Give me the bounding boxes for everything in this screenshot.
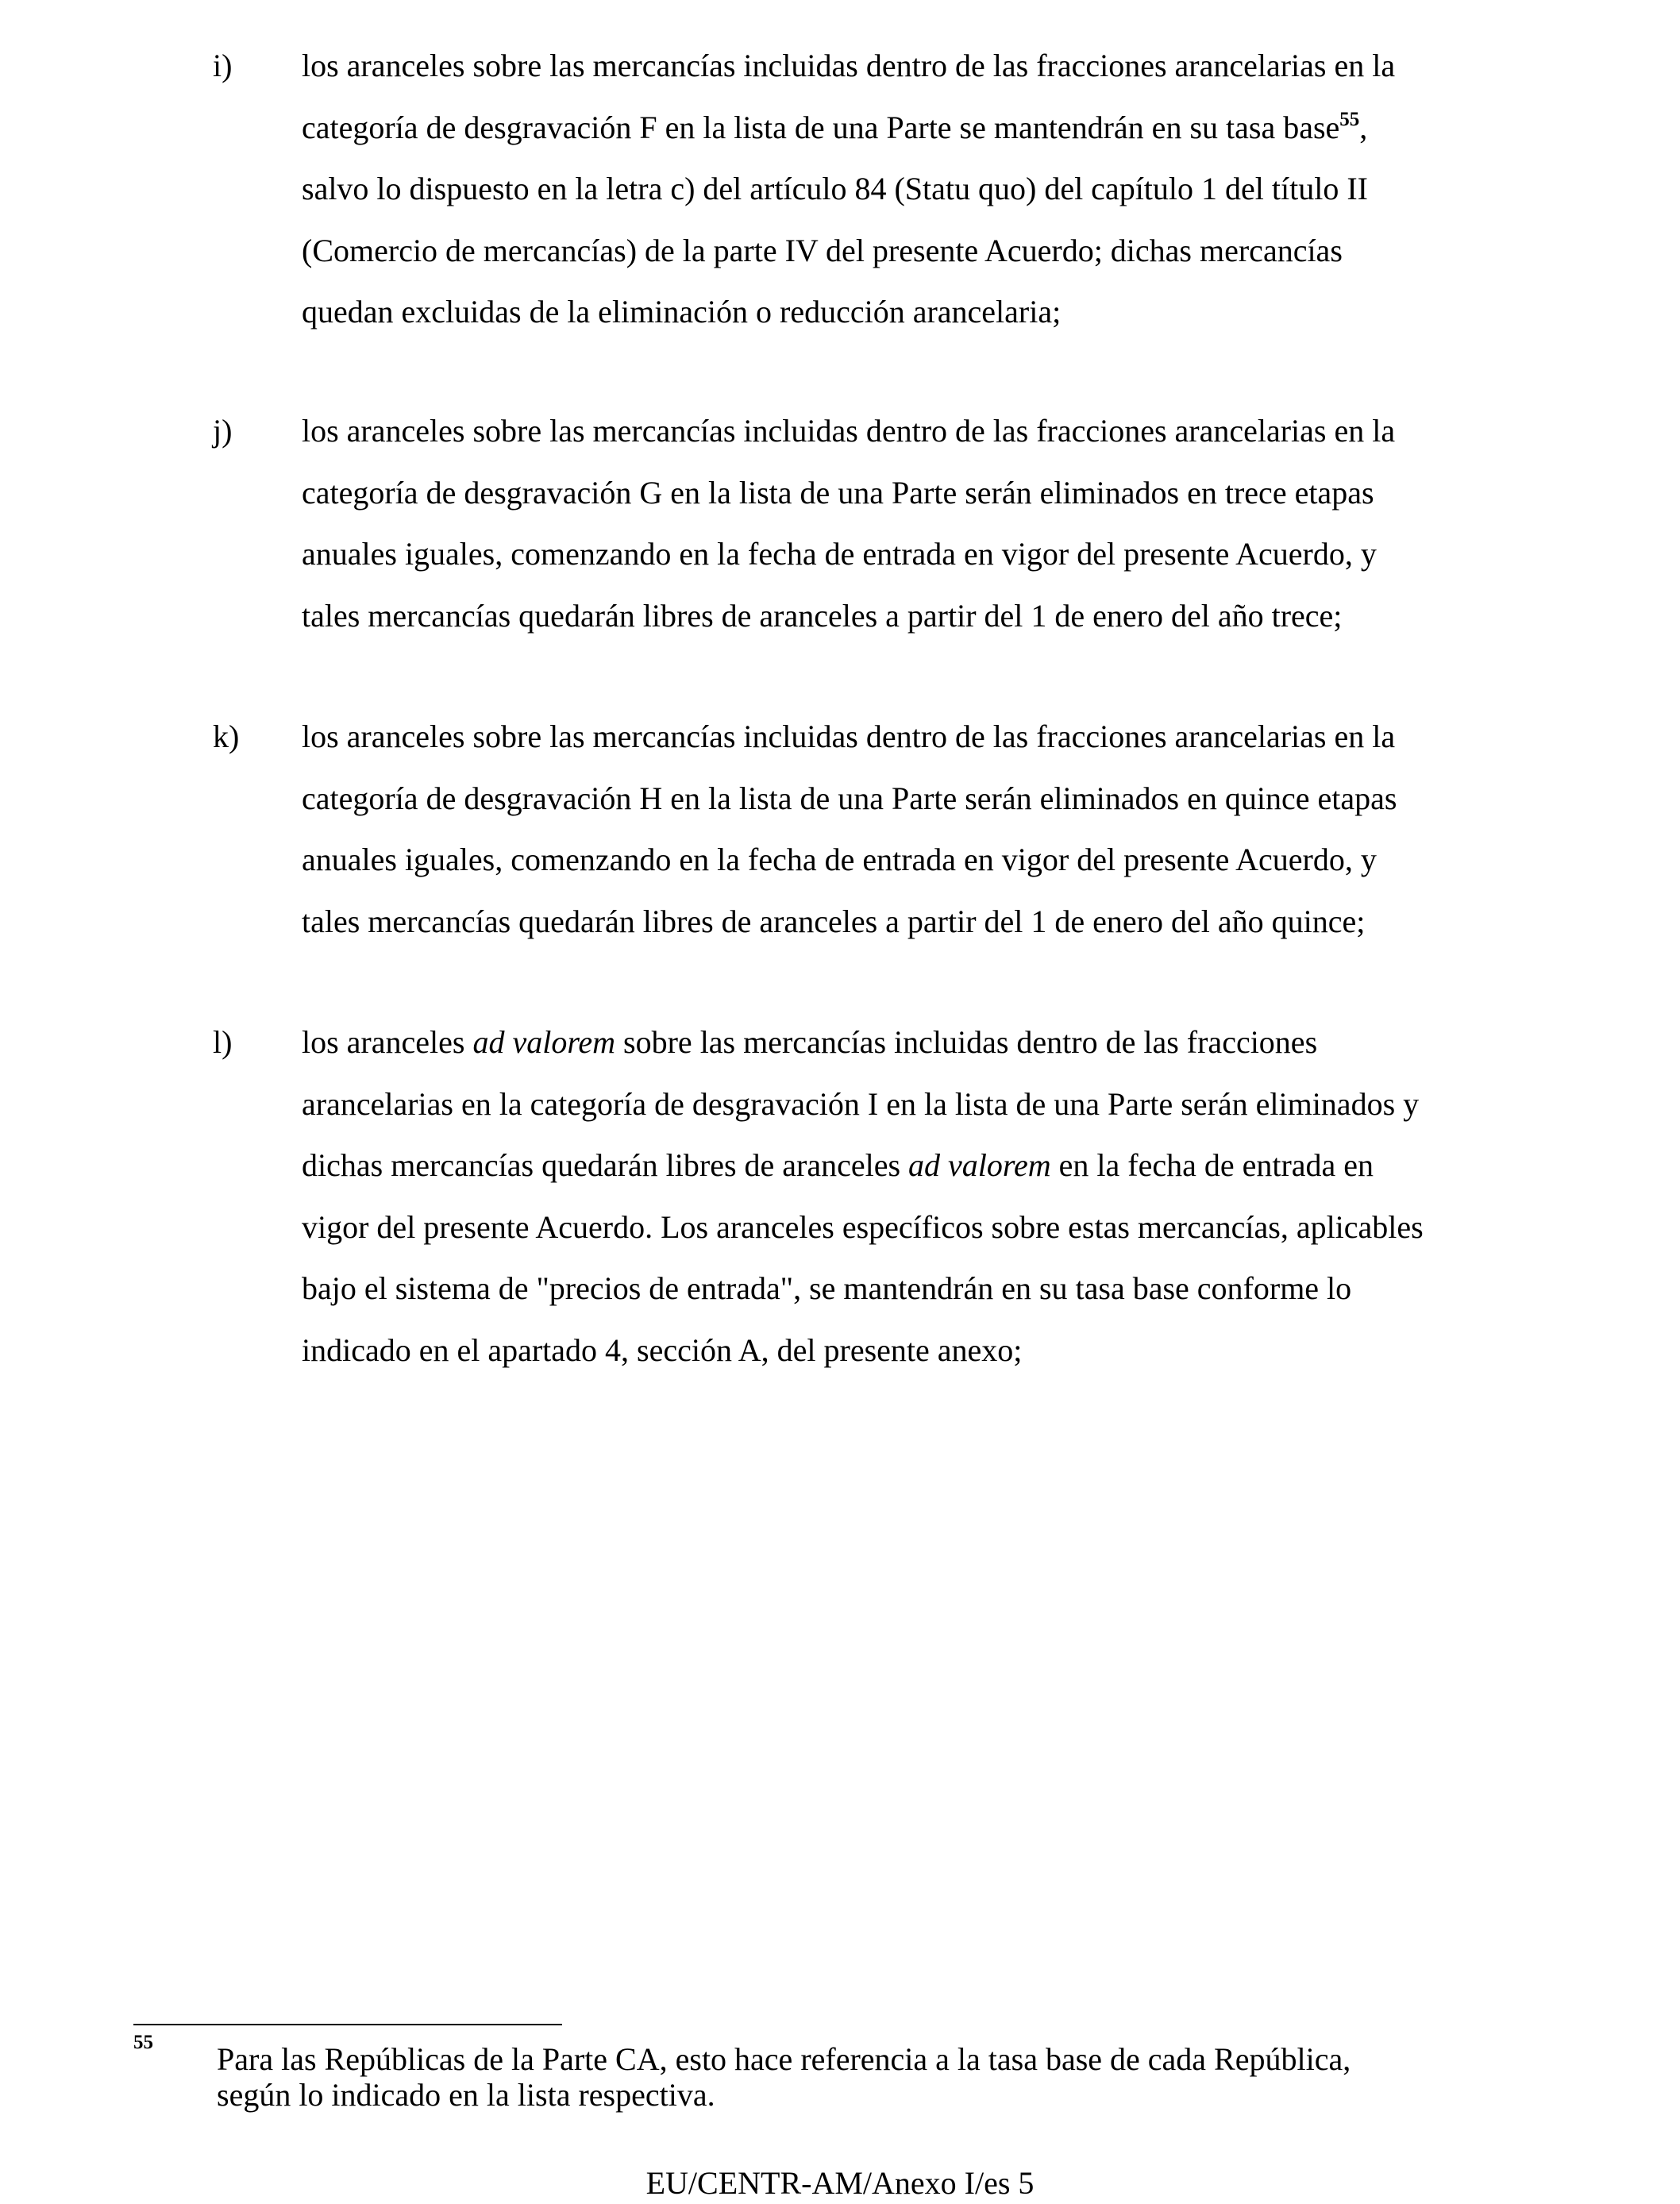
text-line: arancelarias en la categoría de desgravación I en la lista de una Parte serán eliminados y (302, 1085, 1420, 1122)
footnote-line: según lo indicado en la lista respectiva. (217, 2077, 715, 2113)
text-line: tales mercancías quedarán libres de aranceles a partir del 1 de enero del año trece; (302, 597, 1343, 634)
item-text (302, 706, 1604, 952)
text-line: los aranceles sobre las mercancías incluidas dentro de las fracciones arancelarias en la (302, 413, 1396, 449)
footnote-separator (133, 2024, 562, 2025)
text-line-content: categoría de desgravación F en la lista de una Parte se mantendrán en su tasa base (302, 109, 1340, 145)
text-segment: en la fecha de entrada en (1050, 1147, 1374, 1183)
text-line: quedan excluidas de la eliminación o reducción arancelaria; (302, 294, 1062, 329)
text-line: los aranceles sobre las mercancías incluidas dentro de las fracciones arancelarias en la (302, 48, 1396, 83)
footnote-text (217, 2041, 1614, 2113)
text-line (302, 1135, 1604, 1196)
text-line: anuales iguales, comenzando en la fecha de entrada en vigor del presente Acuerdo, y (302, 536, 1377, 572)
item-label: j) (213, 413, 233, 449)
text-line: salvo lo dispuesto en la letra c) del artículo 84 (Statu quo) del capítulo 1 del título II (302, 171, 1368, 206)
item-text (302, 400, 1604, 646)
text-segment: sobre las mercancías incluidas dentro de las fracciones (615, 1024, 1318, 1060)
text-line: vigor del presente Acuerdo. Los aranceles específicos sobre estas mercancías, aplicables (302, 1208, 1424, 1245)
text-line (302, 1011, 1604, 1073)
italic-term: ad valorem (908, 1147, 1051, 1183)
text-line: (Comercio de mercancías) de la parte IV del presente Acuerdo; dichas mercancías (302, 232, 1343, 268)
text-line: indicado en el apartado 4, sección A, del presente anexo; (302, 1331, 1023, 1368)
text-segment: dichas mercancías quedarán libres de aranceles (302, 1147, 909, 1183)
item-label: l) (213, 1024, 233, 1060)
text-line: tales mercancías quedarán libres de aranceles a partir del 1 de enero del año quince; (302, 903, 1366, 939)
text-segment: los aranceles (302, 1024, 473, 1060)
text-line: categoría de desgravación H en la lista de una Parte serán eliminados en quince etapas (302, 780, 1397, 816)
item-text (302, 1011, 1604, 1381)
text-line: anuales iguales, comenzando en la fecha de entrada en vigor del presente Acuerdo, y (302, 842, 1377, 877)
footnote-reference[interactable]: 55 (1339, 108, 1360, 130)
item-label: k) (213, 719, 240, 754)
italic-term: ad valorem (472, 1024, 616, 1060)
text-line: bajo el sistema de "precios de entrada", se mantendrán en su tasa base conforme lo (302, 1270, 1352, 1306)
item-label: i) (213, 48, 233, 83)
page-footer: EU/CENTR-AM/Anexo I/es 5 (645, 2165, 1035, 2201)
item-text (302, 35, 1604, 343)
text-line: categoría de desgravación G en la lista de una Parte serán eliminados en trece etapas (302, 474, 1374, 511)
text-line (302, 97, 1604, 159)
text-line: los aranceles sobre las mercancías incluidas dentro de las fracciones arancelarias en la (302, 719, 1396, 754)
text-punctuation: , (1359, 109, 1368, 145)
footnote-line: Para las Repúblicas de la Parte CA, esto hace referencia a la tasa base de cada República, (217, 2041, 1351, 2077)
footnote-number: 55 (133, 2032, 153, 2053)
